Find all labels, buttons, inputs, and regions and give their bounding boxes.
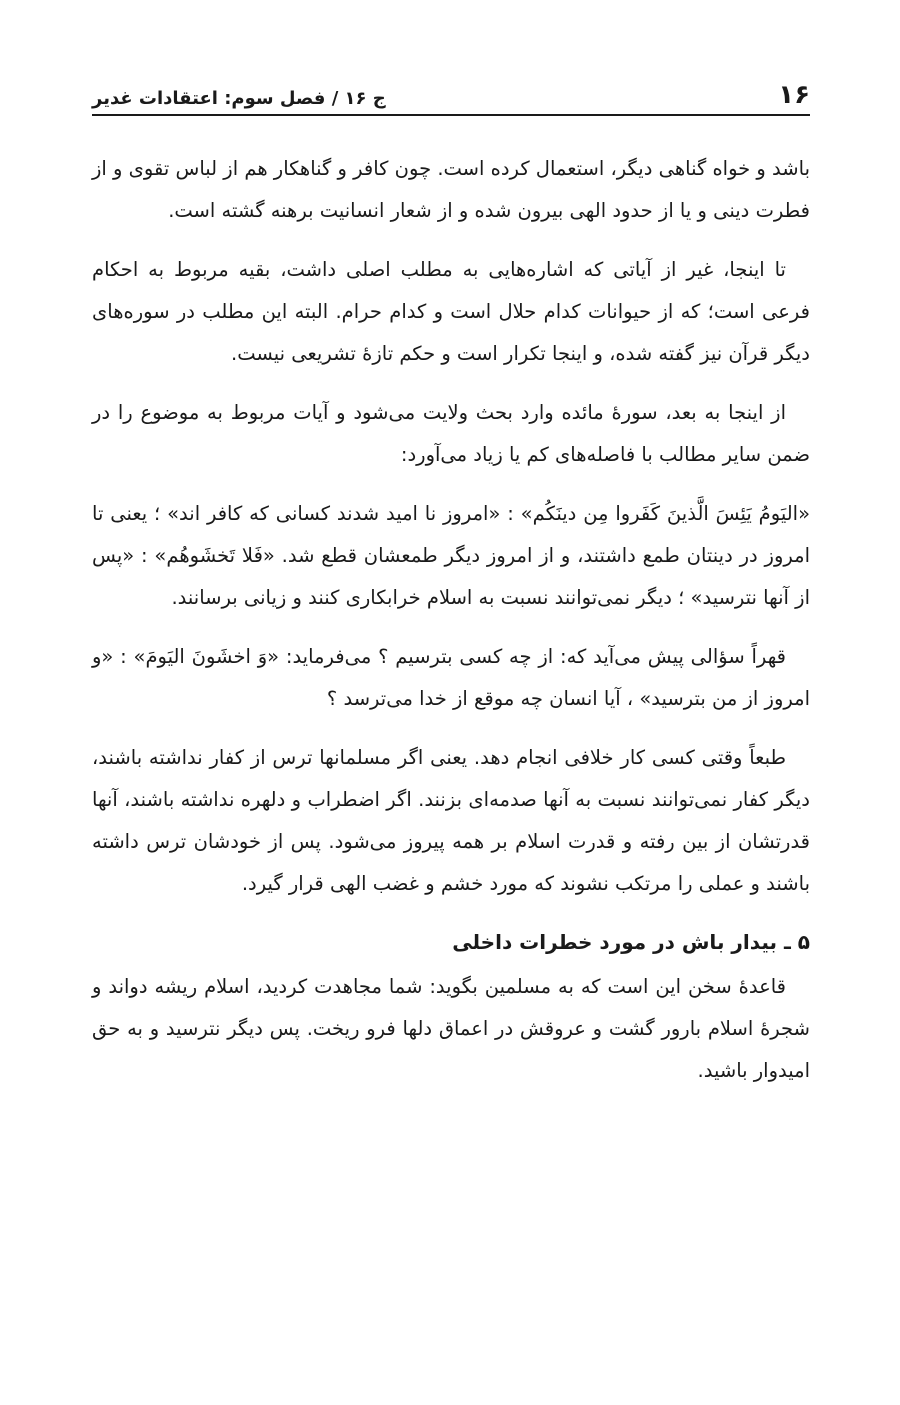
paragraph: قهراً سؤالی پیش می‌آید که: از چه کسی بترسیم ؟ می‌فرماید: «وَ اخشَونَ الیَومَ» : «و امروز از من بترسید» ، آیا انسان چه موقع از خدا می‌ترسد ؟ [92, 645, 810, 710]
paragraph: از اینجا به بعد، سورهٔ مائده وارد بحث ولایت می‌شود و آیات مربوط به موضوع را در ضمن سایر مطالب با فاصله‌های کم یا زیاد می‌آورد: [92, 401, 810, 466]
paragraph: باشد و خواه گناهی دیگر، استعمال کرده است. چون کافر و گناهکار هم از لباس تقوی و از فطرت دینی و یا از حدود الهی بیرون شده و از شعار انسانیت برهنه گشته است. [92, 157, 810, 222]
paragraph: «الیَومُ یَئِسَ الَّذینَ کَفَروا مِن دینَکُم» : «امروز نا امید شدند کسانی که کافر اند» ؛ یعنی تا امروز در دینتان طمع داشتند، و از امروز دیگر طمعشان قطع شد. «فَلا تَخشَوهُم» : «پس از آنها نترسید» ؛ دیگر نمی‌توانند نسبت به اسلام خرابکاری کنند و زیانی برسانند. [92, 502, 810, 609]
page-header [92, 68, 810, 116]
paragraph: قاعدهٔ سخن این است که به مسلمین بگوید: شما مجاهدت کردید، اسلام ریشه دواند و شجرهٔ اسلام بارور گشت و عروقش در اعماق دلها فرو ریخت. پس دیگر نترسید و به حق امیدوار باشید. [92, 975, 810, 1082]
page-body [92, 148, 810, 1109]
paragraph: تا اینجا، غیر از آیاتی که اشاره‌هایی به مطلب اصلی داشت، بقیه مربوط به احکام فرعی است؛ که از حیوانات کدام حلال است و کدام حرام. البته این مطلب در سوره‌های دیگر قرآن نیز گفته شده، و اینجا تکرار است و حکم تازهٔ تشریعی نیست. [92, 258, 810, 365]
running-title: ج ۱۶ / فصل سوم: اعتقادات غدیر [92, 88, 386, 109]
page-number: ۱۶ [778, 80, 810, 110]
section-heading: ۵ ـ بیدار باش در مورد خطرات داخلی [452, 930, 810, 954]
paragraph: طبعاً وقتی کسی کار خلافی انجام دهد. یعنی اگر مسلمانها ترس از کفار نداشته باشند، دیگر کفار نمی‌توانند نسبت به آنها صدمه‌ای بزنند. اگر اضطراب و دلهره نداشته باشند، آنها قدرتشان از بین رفته و قدرت اسلام بر همه پیروز می‌شود. پس از خودشان ترس داشته باشند و عملی را مرتکب نشوند که مورد خشم و غضب الهی قرار گیرد. [92, 746, 810, 895]
